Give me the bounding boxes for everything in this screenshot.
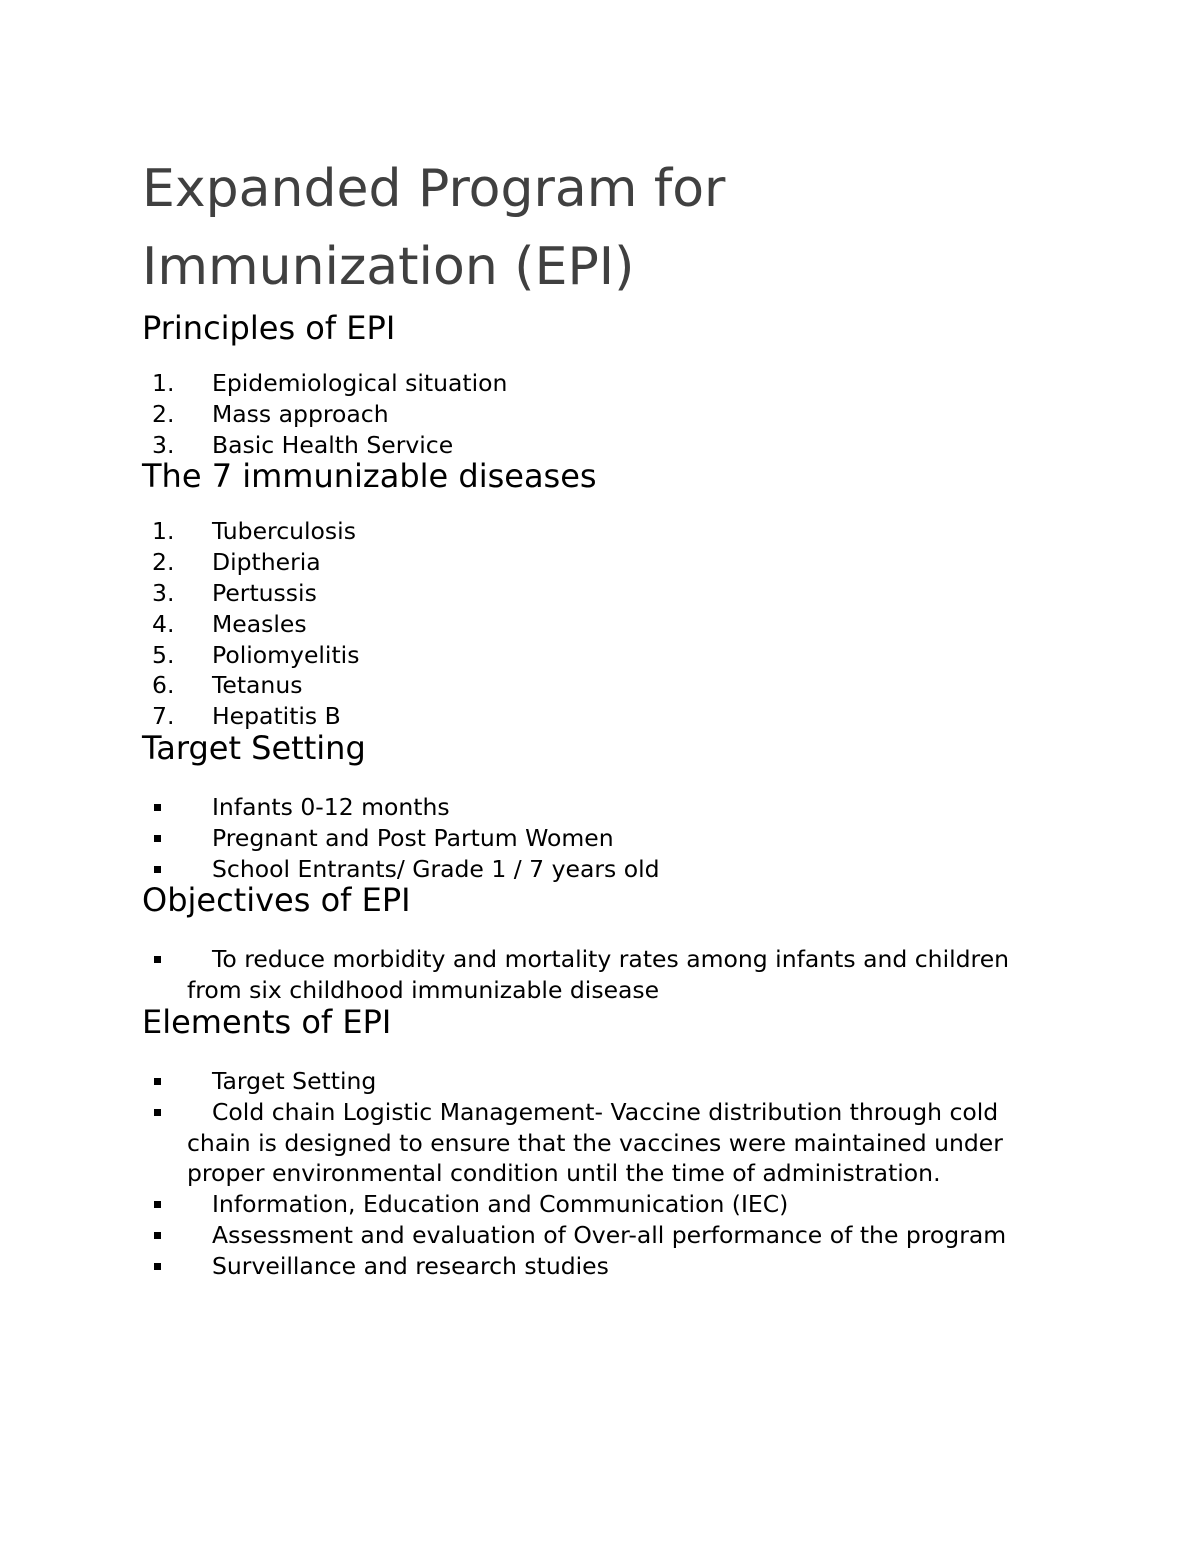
title-line-1: Expanded Program for	[142, 159, 726, 219]
list-item	[142, 1189, 1062, 1220]
list-item	[142, 1066, 1062, 1097]
list-number: 2.	[152, 548, 175, 577]
list-item	[142, 399, 1062, 430]
list-item	[142, 1220, 1062, 1251]
square-bullet-icon	[154, 1263, 161, 1270]
list-item	[142, 578, 1062, 609]
list-item	[142, 792, 1062, 823]
list-item-text: Pregnant and Post Partum Women	[212, 823, 614, 852]
list-item	[142, 640, 1062, 671]
objectives-list	[142, 944, 1062, 1006]
elements-heading: Elements of EPI	[142, 1002, 392, 1041]
list-item-text: To reduce morbidity and mortality rates among infants and children from six childhood immunizable disease	[187, 945, 1010, 1005]
list-item-text: School Entrants/ Grade 1 / 7 years old	[212, 854, 660, 883]
list-number: 4.	[152, 609, 175, 638]
list-number: 2.	[152, 399, 175, 428]
square-bullet-icon	[154, 804, 161, 811]
list-number: 5.	[152, 640, 175, 669]
list-item	[142, 516, 1062, 547]
principles-heading: Principles of EPI	[142, 309, 396, 347]
list-item	[142, 609, 1062, 640]
list-item	[142, 701, 1062, 732]
square-bullet-icon	[154, 1078, 161, 1085]
list-item-text: Tetanus	[212, 671, 303, 700]
principles-list	[142, 368, 1062, 460]
list-number: 1.	[152, 517, 175, 546]
document-title	[142, 150, 1062, 306]
list-item	[142, 1097, 1062, 1189]
list-item	[142, 368, 1062, 399]
square-bullet-icon	[154, 1109, 161, 1116]
list-item-text: Tuberculosis	[212, 517, 356, 546]
elements-list	[142, 1066, 1062, 1282]
list-item	[142, 430, 1062, 461]
list-number: 3.	[152, 578, 175, 607]
square-bullet-icon	[154, 1201, 161, 1208]
square-bullet-icon	[154, 1232, 161, 1239]
list-item-text: Infants 0-12 months	[212, 792, 450, 821]
document-page	[142, 150, 1062, 1282]
list-item-text: Basic Health Service	[212, 430, 454, 459]
list-item	[142, 823, 1062, 854]
list-item-text: Information, Education and Communication (IEC)	[212, 1190, 789, 1219]
objectives-heading: Objectives of EPI	[142, 881, 411, 920]
list-item	[142, 944, 1062, 1006]
target-list	[142, 792, 1062, 884]
list-number: 7.	[152, 702, 175, 731]
list-number: 3.	[152, 430, 175, 459]
square-bullet-icon	[154, 956, 161, 963]
list-item-text: Hepatitis B	[212, 702, 341, 731]
title-line-2: Immunization (EPI)	[142, 237, 635, 297]
list-item	[142, 670, 1062, 701]
list-item-text: Mass approach	[212, 399, 389, 428]
square-bullet-icon	[154, 835, 161, 842]
list-item-text: Epidemiological situation	[212, 369, 508, 397]
list-item-text: Measles	[212, 609, 307, 638]
list-item	[142, 1251, 1062, 1282]
list-item-text: Diptheria	[212, 548, 321, 577]
target-heading: Target Setting	[142, 728, 366, 767]
diseases-heading: The 7 immunizable diseases	[142, 457, 597, 496]
list-item	[142, 854, 1062, 885]
list-item	[142, 547, 1062, 578]
list-item-text: Assessment and evaluation of Over-all performance of the program	[212, 1220, 1007, 1249]
list-item-text: Pertussis	[212, 578, 317, 607]
square-bullet-icon	[154, 866, 161, 873]
diseases-list	[142, 516, 1062, 732]
list-item-text: Cold chain Logistic Management- Vaccine distribution through cold chain is designed to ensure that the vaccines were maintained under proper environmental condition until the time of administration.	[187, 1097, 1003, 1188]
list-item-text: Poliomyelitis	[212, 640, 360, 669]
list-item-text: Surveillance and research studies	[212, 1251, 609, 1280]
list-item-text: Target Setting	[212, 1066, 377, 1095]
list-number: 1.	[152, 369, 175, 397]
list-number: 6.	[152, 671, 175, 700]
